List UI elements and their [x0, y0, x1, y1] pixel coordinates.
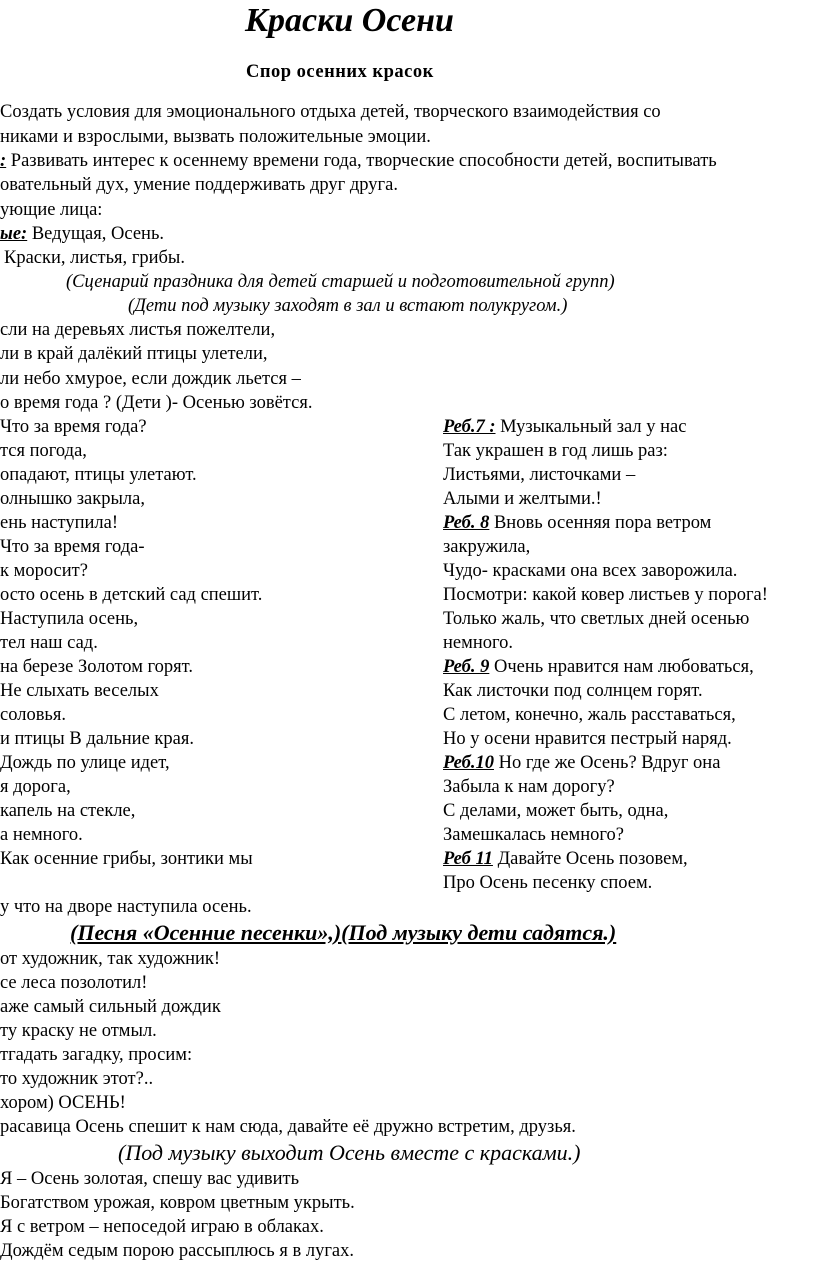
- right-line: С делами, может быть, одна,: [443, 801, 669, 821]
- left-line: осто осень в детский сад спешит.: [0, 585, 263, 605]
- after-song-line: хором) ОСЕНЬ!: [0, 1093, 126, 1113]
- right-line: Чудо- красками она всех заворожила.: [443, 561, 738, 581]
- enter-note: (Дети под музыку заходят в зал и встают полукругом.): [128, 296, 568, 316]
- left-line: капель на стекле,: [0, 801, 136, 821]
- left-line: олнышко закрыла,: [0, 489, 145, 509]
- left-line: к моросит?: [0, 561, 88, 581]
- right-line: Реб.10 Но где же Осень? Вдруг она: [443, 753, 721, 773]
- intro-line: никами и взрослыми, вызвать положительные эмоции.: [0, 127, 431, 147]
- intro-line-tasks: [0, 150, 717, 172]
- right-line: Реб.7 : Музыкальный зал у нас: [443, 417, 687, 437]
- right-line: закружила,: [443, 537, 531, 557]
- after-song-line: ту краску не отмыл.: [0, 1021, 157, 1041]
- after-song-line: се леса позолотил!: [0, 973, 148, 993]
- page-title: Краски Осени: [245, 2, 454, 39]
- left-line: а немного.: [0, 825, 83, 845]
- autumn-line: Дождём седым порою рассыплюсь я в лугах.: [0, 1241, 355, 1261]
- right-line: Реб. 9 Очень нравится нам любоваться,: [443, 657, 754, 677]
- right-line: Так украшен в год лишь раз:: [443, 441, 668, 461]
- autumn-line: Богатством урожая, ковром цветным укрыть.: [0, 1193, 355, 1213]
- right-line: Реб 11 Давайте Осень позовем,: [443, 849, 688, 869]
- adults-text: Ведущая, Осень.: [31, 224, 164, 244]
- right-line: Но у осени нравится пестрый наряд.: [443, 729, 732, 749]
- child-label: Реб.7 :: [443, 417, 496, 437]
- after-song-line: аже самый сильный дождик: [0, 997, 221, 1017]
- right-line: Листьями, листочками –: [443, 465, 636, 485]
- poem-line: ли в край далёкий птицы улетели,: [0, 344, 268, 364]
- right-line: Реб. 8 Вновь осенняя пора ветром: [443, 513, 712, 533]
- tasks-text: Развивать интерес к осеннему времени года, творческие способности детей, воспитывать: [10, 151, 717, 171]
- autumn-line: Я с ветром – непоседой играю в облаках.: [0, 1217, 324, 1237]
- right-line: немного.: [443, 633, 513, 653]
- adults-label: ые:: [0, 224, 28, 244]
- left-line: на березе Золотом горят.: [0, 657, 193, 677]
- child-label: Реб. 9: [443, 657, 490, 677]
- left-line: тся погода,: [0, 441, 87, 461]
- left-line: тел наш сад.: [0, 633, 98, 653]
- left-tail: у что на дворе наступила осень.: [0, 897, 252, 917]
- song-note: (Песня «Осенние песенки»,)(Под музыку дети садятся.): [70, 920, 617, 945]
- right-line: С летом, конечно, жаль расставаться,: [443, 705, 736, 725]
- page-subtitle: Спор осенних красок: [246, 62, 434, 82]
- autumn-enters-note: (Под музыку выходит Осень вместе с красками.): [118, 1140, 581, 1165]
- left-line: Дождь по улице идет,: [0, 753, 170, 773]
- left-line: Наступила осень,: [0, 609, 139, 629]
- right-line: Как листочки под солнцем горят.: [443, 681, 703, 701]
- after-song-line: расавица Осень спешит к нам сюда, давайте её дружно встретим, друзья.: [0, 1117, 576, 1137]
- child-label: Реб 11: [443, 849, 493, 869]
- left-line: опадают, птицы улетают.: [0, 465, 197, 485]
- intro-line-adults: [0, 223, 164, 245]
- poem-line: о время года ? (Дети )- Осенью зовётся.: [0, 393, 313, 413]
- tasks-label: :: [0, 151, 7, 171]
- right-line: Алыми и желтыми.!: [443, 489, 602, 509]
- left-line: Что за время года?: [0, 417, 147, 437]
- right-line: Забыла к нам дорогу?: [443, 777, 615, 797]
- poem-line: сли на деревьях листья пожелтели,: [0, 320, 276, 340]
- left-line: Не слыхать веселых: [0, 681, 159, 701]
- right-line: Замешкалась немного?: [443, 825, 624, 845]
- autumn-line: Я – Осень золотая, спешу вас удивить: [0, 1169, 300, 1189]
- intro-line: Краски, листья, грибы.: [4, 248, 185, 268]
- after-song-line: от художник, так художник!: [0, 949, 221, 969]
- intro-line: Создать условия для эмоционального отдыха детей, творческого взаимодействия со: [0, 102, 661, 122]
- right-line: Только жаль, что светлых дней осенью: [443, 609, 750, 629]
- after-song-line: то художник этот?..: [0, 1069, 154, 1089]
- after-song-line: тгадать загадку, просим:: [0, 1045, 193, 1065]
- poem-line: ли небо хмурое, если дождик льется –: [0, 369, 301, 389]
- child-label: Реб.10: [443, 753, 494, 773]
- right-line: Посмотри: какой ковер листьев у порога!: [443, 585, 768, 605]
- scenario-note: (Сценарий праздника для детей старшей и подготовительной групп): [66, 272, 615, 292]
- left-line: ень наступила!: [0, 513, 118, 533]
- left-line: Как осенние грибы, зонтики мы: [0, 849, 253, 869]
- right-line: Про Осень песенку споем.: [443, 873, 653, 893]
- left-line: соловья.: [0, 705, 67, 725]
- child-label: Реб. 8: [443, 513, 490, 533]
- left-line: Что за время года-: [0, 537, 145, 557]
- left-line: я дорога,: [0, 777, 71, 797]
- left-line: и птицы В дальние края.: [0, 729, 195, 749]
- intro-line: овательный дух, умение поддерживать друг друга.: [0, 175, 398, 195]
- intro-line: ующие лица:: [0, 200, 103, 220]
